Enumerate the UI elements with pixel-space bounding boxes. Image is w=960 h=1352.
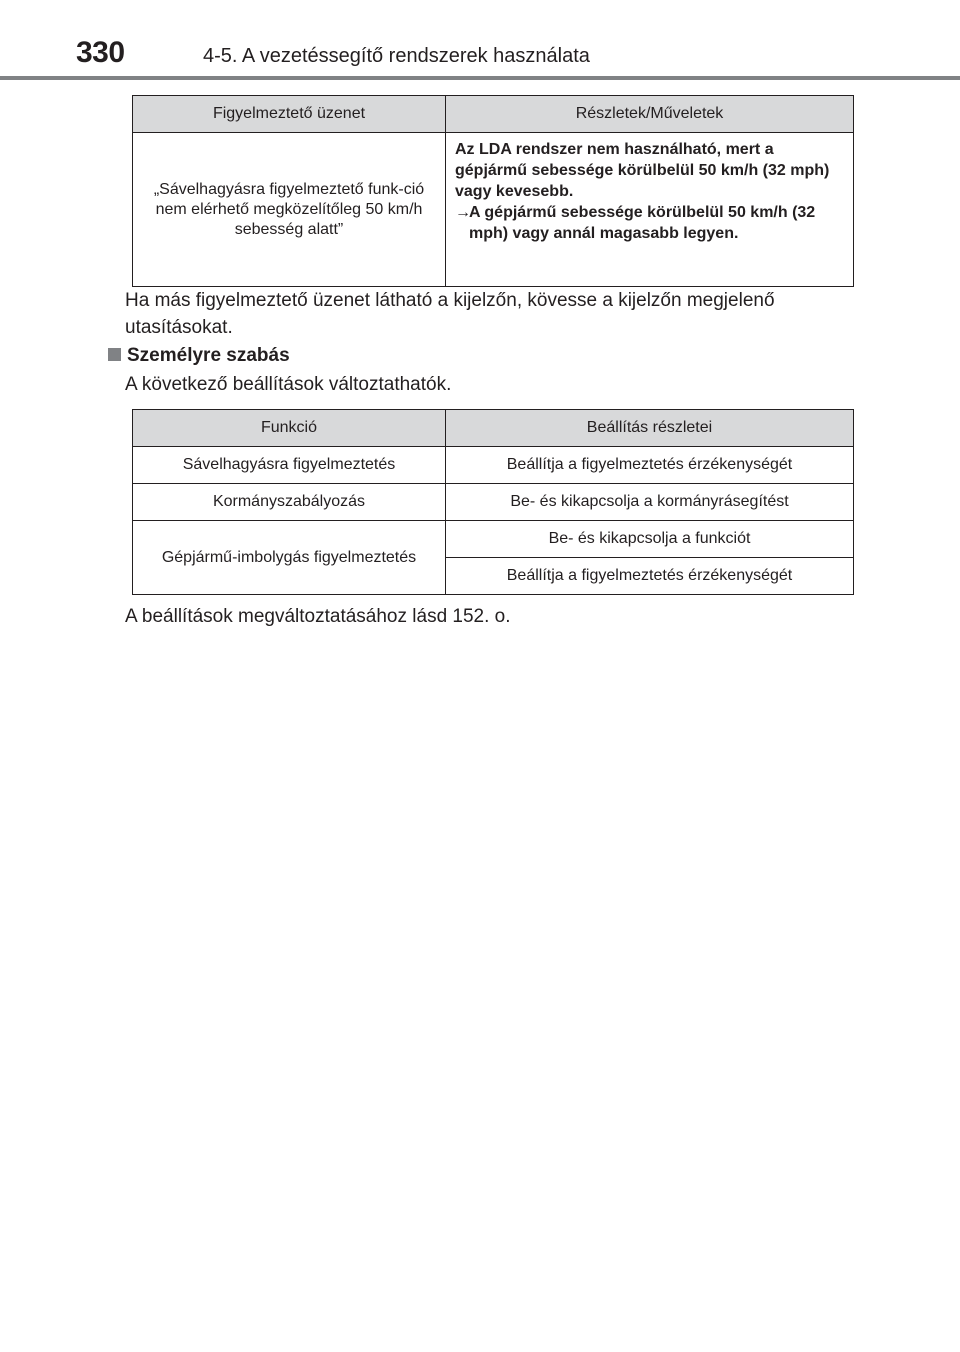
- details-main-text: Az LDA rendszer nem használható, mert a gépjármű sebessége körülbelül 50 km/h (32 mph) vagy kevesebb.: [455, 141, 830, 200]
- page-header: [0, 0, 960, 80]
- warning-message-table: [132, 95, 854, 287]
- right-arrow-icon: →: [455, 204, 471, 221]
- customization-heading: [108, 342, 290, 369]
- table-row: [133, 447, 854, 484]
- function-cell: Kormányszabályozás: [133, 484, 446, 521]
- setting-cell: Beállítja a figyelmeztetés érzékenységét: [446, 447, 854, 484]
- setting-cell: Be- és kikapcsolja a funkciót: [446, 521, 854, 558]
- details-action: [455, 202, 843, 244]
- settings-reference: A beállítások megváltoztatásához lásd 152. o.: [125, 606, 511, 627]
- page-number: 330: [76, 36, 125, 69]
- setting-cell: Be- és kikapcsolja a kormányrásegítést: [446, 484, 854, 521]
- warning-message-cell: „Sávelhagyásra figyelmeztető funk-ció nem elérhető megközelítőleg 50 km/h sebesség alatt”: [133, 133, 446, 287]
- column-header-message: Figyelmeztető üzenet: [133, 96, 446, 133]
- square-bullet-icon: [108, 348, 121, 361]
- customization-table: [132, 409, 854, 595]
- table-row: [133, 133, 854, 287]
- section-title: 4-5. A vezetéssegítő rendszerek használata: [203, 45, 590, 67]
- function-cell: Gépjármű-imbolygás figyelmeztetés: [133, 521, 446, 595]
- details-action-text: A gépjármű sebessége körülbelül 50 km/h (32 mph) vagy annál magasabb legyen.: [469, 204, 816, 242]
- table-row: [133, 484, 854, 521]
- table-header-row: [133, 410, 854, 447]
- setting-cell: Beállítja a figyelmeztetés érzékenységét: [446, 558, 854, 595]
- customization-intro: A következő beállítások változtathatók.: [125, 374, 452, 395]
- function-cell: Sávelhagyásra figyelmeztetés: [133, 447, 446, 484]
- column-header-setting: Beállítás részletei: [446, 410, 854, 447]
- column-header-details: Részletek/Műveletek: [446, 96, 854, 133]
- header-divider: [0, 76, 960, 80]
- warning-details-cell: [446, 133, 854, 287]
- table-header-row: [133, 96, 854, 133]
- column-header-function: Funkció: [133, 410, 446, 447]
- table-row: [133, 521, 854, 558]
- follow-instructions-paragraph: Ha más figyelmeztető üzenet látható a kijelzőn, kövesse a kijelzőn megjelenő utasításokat.: [125, 290, 775, 338]
- customization-heading-text: Személyre szabás: [127, 345, 290, 366]
